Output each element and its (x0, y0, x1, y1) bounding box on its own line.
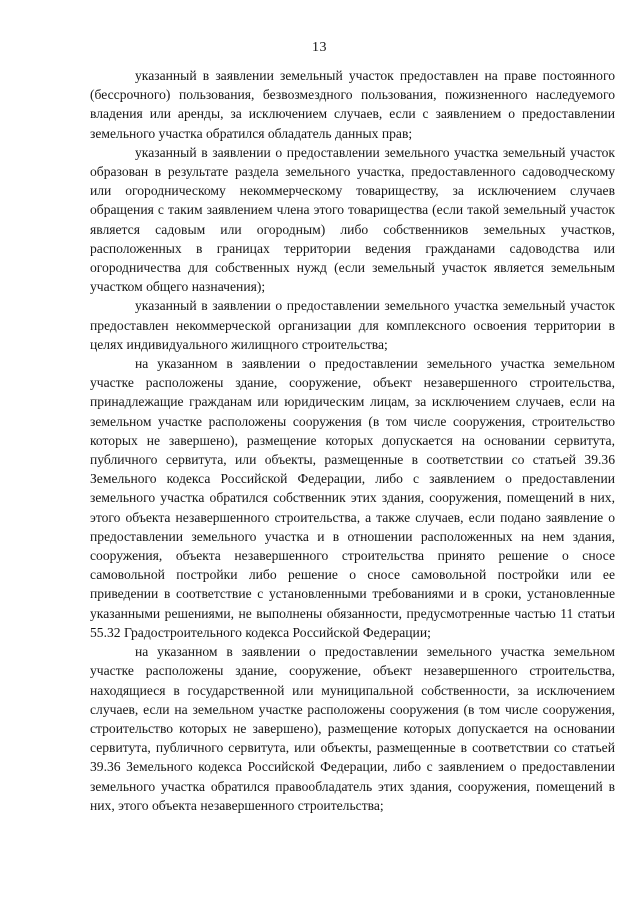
paragraph-4: на указанном в заявлении о предоставлении земельного участка земельном участке расположены здание, сооружение, объект незавершенного строительства, принадлежащие гражданам или юридическим лицам, за исключением случаев, если на земельном участке расположены сооружения (в том числе сооружения, строительство которых не завершено), размещение которых допускается на основании сервитута, публичного сервитута, или объекты, размещенные в соответствии со статьей 39.36 Земельного кодекса Российской Федерации, либо с заявлением о предоставлении земельного участка обратился собственник этих здания, сооружения, помещений в них, этого объекта незавершенного строительства, а также случаев, если подано заявление о предоставлении земельного участка и в отношении расположенных на нем здания, сооружения, объекта незавершенного строительства принято решение о сносе самовольной постройки либо решение о сносе самовольной постройки или ее приведении в соответствие с установленными требованиями и в сроки, установленные указанными решениями, не выполнены обязанности, предусмотренные частью 11 статьи 55.32 Градостроительного кодекса Российской Федерации; (90, 356, 615, 640)
paragraph-3: указанный в заявлении о предоставлении земельного участка земельный участок предоставлен некоммерческой организации для комплексного освоения территории в целях индивидуального жилищного строительства; (90, 298, 615, 352)
page-number: 13 (312, 40, 327, 55)
paragraph-2: указанный в заявлении о предоставлении земельного участка земельный участок образован в результате раздела земельного участка, предоставленного садоводческому или огородническому некоммерческому товариществу, за исключением случаев обращения с таким заявлением члена этого товарищества (если такой земельный участок является садовым или огородным) либо собственников земельных участков, расположенных в границах территории ведения гражданами садоводства или огородничества для собственных нужд (если земельный участок является земельным участком общего назначения); (90, 144, 615, 295)
paragraph-1: указанный в заявлении земельный участок предоставлен на праве постоянного (бессрочного) пользования, безвозмездного пользования, пожизненного наследуемого владения или аренды, за исключением случаев, если с заявлением о предоставлении земельного участка обратился обладатель данных прав; (90, 68, 615, 141)
document-body (90, 66, 615, 815)
paragraph-5: на указанном в заявлении о предоставлении земельного участка земельном участке расположены здание, сооружение, объект незавершенного строительства, находящиеся в государственной или муниципальной собственности, за исключением случаев, если на земельном участке расположены сооружения (в том числе сооружения, строительство которых не завершено), размещение которых допускается на основании сервитута, публичного сервитута, или объекты, размещенные в соответствии со статьей 39.36 Земельного кодекса Российской Федерации, либо с заявлением о предоставлении земельного участка обратился правообладатель этих здания, сооружения, помещений в них, этого объекта незавершенного строительства; (90, 644, 615, 813)
